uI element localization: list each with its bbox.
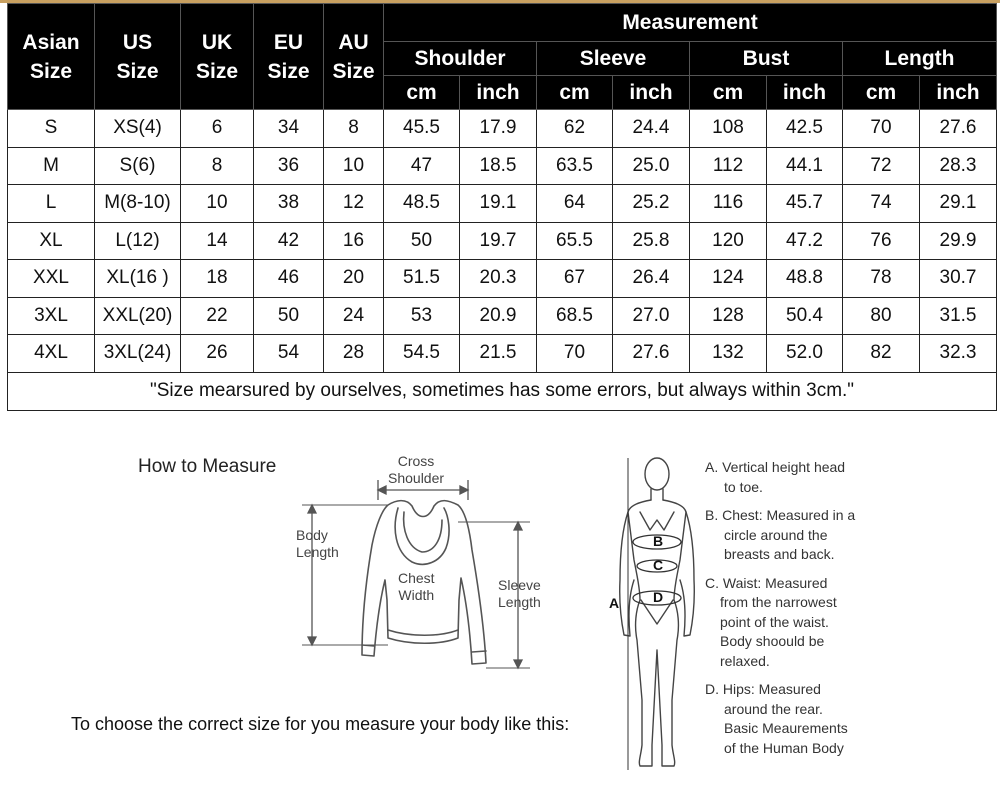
- header-us-size: US Size: [95, 4, 181, 110]
- note-d: D. Hips: Measured around the rear. Basic Meaurements of the Human Body: [705, 681, 848, 756]
- table-cell: 116: [690, 185, 767, 223]
- table-cell: 112: [690, 147, 767, 185]
- table-cell: 42.5: [767, 110, 843, 148]
- arrowhead: [460, 486, 468, 494]
- table-cell: 38: [254, 185, 324, 223]
- table-cell: 4XL: [8, 335, 95, 373]
- table-cell: 128: [690, 297, 767, 335]
- table-cell: 8: [181, 147, 254, 185]
- table-cell: 29.1: [920, 185, 997, 223]
- header-unit-inch: inch: [767, 76, 843, 110]
- table-cell: S: [8, 110, 95, 148]
- table-cell: 20.3: [460, 260, 537, 298]
- letter-d: D: [653, 589, 664, 605]
- table-cell: 54.5: [384, 335, 460, 373]
- table-cell: 46: [254, 260, 324, 298]
- table-cell: 50: [254, 297, 324, 335]
- table-cell: 24: [324, 297, 384, 335]
- letter-c: C: [653, 557, 664, 573]
- table-cell: 8: [324, 110, 384, 148]
- table-cell: M: [8, 147, 95, 185]
- table-cell: 20.9: [460, 297, 537, 335]
- table-cell: 10: [324, 147, 384, 185]
- header-bust: Bust: [690, 42, 843, 76]
- table-cell: 70: [843, 110, 920, 148]
- figure-right-arm: [680, 512, 694, 636]
- header-unit-inch: inch: [920, 76, 997, 110]
- header-unit-cm: cm: [384, 76, 460, 110]
- table-cell: 19.1: [460, 185, 537, 223]
- figure-head: [645, 458, 669, 490]
- table-cell: 3XL: [8, 297, 95, 335]
- figure-bikini-top: [640, 512, 674, 530]
- header-unit-cm: cm: [537, 76, 613, 110]
- table-cell: 42: [254, 222, 324, 260]
- size-error-note: "Size mearsured by ourselves, sometimes has some errors, but always within 3cm.": [8, 372, 997, 410]
- arrowhead: [378, 486, 386, 494]
- arrowhead: [308, 637, 316, 645]
- table-cell: 52.0: [767, 335, 843, 373]
- table-cell: 48.8: [767, 260, 843, 298]
- table-cell: 18.5: [460, 147, 537, 185]
- letter-a: A: [609, 595, 620, 611]
- sleeve-length-label: Sleeve Length: [498, 577, 541, 610]
- header-measurement: Measurement: [384, 4, 997, 42]
- table-cell: S(6): [95, 147, 181, 185]
- table-cell: XL(16 ): [95, 260, 181, 298]
- table-cell: 6: [181, 110, 254, 148]
- table-cell: XXL: [8, 260, 95, 298]
- table-cell: 25.0: [613, 147, 690, 185]
- figure-left-arm: [620, 512, 634, 636]
- note-c: C. Waist: Measured from the narrowest point of the waist. Body shoould be relaxed.: [705, 574, 837, 669]
- arrowhead: [514, 522, 522, 530]
- table-cell: 62: [537, 110, 613, 148]
- header-unit-cm: cm: [843, 76, 920, 110]
- table-cell: 25.2: [613, 185, 690, 223]
- table-cell: 25.8: [613, 222, 690, 260]
- table-cell: 20: [324, 260, 384, 298]
- table-cell: 108: [690, 110, 767, 148]
- table-cell: 28.3: [920, 147, 997, 185]
- table-cell: 24.4: [613, 110, 690, 148]
- table-cell: 78: [843, 260, 920, 298]
- table-cell: XXL(20): [95, 297, 181, 335]
- table-cell: 26.4: [613, 260, 690, 298]
- table-cell: 68.5: [537, 297, 613, 335]
- cross-shoulder-label: Cross Shoulder: [388, 453, 445, 486]
- table-cell: 45.7: [767, 185, 843, 223]
- body-length-label: Body Length: [296, 527, 339, 560]
- table-cell: 54: [254, 335, 324, 373]
- hem-rib: [388, 630, 458, 635]
- table-cell: 53: [384, 297, 460, 335]
- table-cell: 76: [843, 222, 920, 260]
- table-cell: 51.5: [384, 260, 460, 298]
- table-cell: 36: [254, 147, 324, 185]
- table-cell: 29.9: [920, 222, 997, 260]
- choose-size-instruction: To choose the correct size for you measure your body like this:: [71, 714, 570, 734]
- inner-hood-line: [404, 512, 442, 552]
- note-a: A. Vertical height head to toe.: [705, 459, 846, 495]
- table-cell: L(12): [95, 222, 181, 260]
- table-cell: 50: [384, 222, 460, 260]
- table-cell: 10: [181, 185, 254, 223]
- table-cell: 21.5: [460, 335, 537, 373]
- chest-width-label: Chest Width: [398, 570, 435, 603]
- how-to-measure-title: How to Measure: [138, 456, 277, 477]
- table-cell: 74: [843, 185, 920, 223]
- table-cell: 124: [690, 260, 767, 298]
- table-cell: 44.1: [767, 147, 843, 185]
- table-cell: 47: [384, 147, 460, 185]
- header-unit-inch: inch: [613, 76, 690, 110]
- table-cell: 65.5: [537, 222, 613, 260]
- table-cell: XL: [8, 222, 95, 260]
- table-cell: 28: [324, 335, 384, 373]
- table-cell: L: [8, 185, 95, 223]
- table-cell: 120: [690, 222, 767, 260]
- table-cell: 70: [537, 335, 613, 373]
- table-cell: 19.7: [460, 222, 537, 260]
- table-cell: 50.4: [767, 297, 843, 335]
- table-cell: 63.5: [537, 147, 613, 185]
- measurement-notes: [705, 458, 895, 765]
- table-cell: 32.3: [920, 335, 997, 373]
- table-cell: 27.6: [613, 335, 690, 373]
- header-au-size: AU Size: [324, 4, 384, 110]
- header-sleeve: Sleeve: [537, 42, 690, 76]
- header-unit-inch: inch: [460, 76, 537, 110]
- table-cell: 18: [181, 260, 254, 298]
- table-cell: 12: [324, 185, 384, 223]
- arrowhead: [514, 660, 522, 668]
- table-cell: 22: [181, 297, 254, 335]
- note-b: B. Chest: Measured in a circle around the breasts and back.: [705, 507, 856, 562]
- table-cell: 80: [843, 297, 920, 335]
- table-cell: 67: [537, 260, 613, 298]
- table-cell: 27.6: [920, 110, 997, 148]
- header-unit-cm: cm: [690, 76, 767, 110]
- table-cell: 17.9: [460, 110, 537, 148]
- table-cell: 132: [690, 335, 767, 373]
- table-cell: XS(4): [95, 110, 181, 148]
- table-cell: M(8-10): [95, 185, 181, 223]
- right-cuff: [472, 651, 486, 652]
- table-cell: 64: [537, 185, 613, 223]
- body-figure: [620, 458, 695, 766]
- table-cell: 3XL(24): [95, 335, 181, 373]
- letter-b: B: [653, 533, 664, 549]
- table-cell: 26: [181, 335, 254, 373]
- arrowhead: [308, 505, 316, 513]
- table-cell: 14: [181, 222, 254, 260]
- table-cell: 82: [843, 335, 920, 373]
- table-cell: 48.5: [384, 185, 460, 223]
- header-length: Length: [843, 42, 997, 76]
- header-asian-size: Asian Size: [8, 4, 95, 110]
- table-cell: 30.7: [920, 260, 997, 298]
- table-cell: 16: [324, 222, 384, 260]
- table-cell: 47.2: [767, 222, 843, 260]
- header-shoulder: Shoulder: [384, 42, 537, 76]
- table-cell: 34: [254, 110, 324, 148]
- table-cell: 31.5: [920, 297, 997, 335]
- table-cell: 72: [843, 147, 920, 185]
- table-cell: 27.0: [613, 297, 690, 335]
- header-eu-size: EU Size: [254, 4, 324, 110]
- table-cell: 45.5: [384, 110, 460, 148]
- header-uk-size: UK Size: [181, 4, 254, 110]
